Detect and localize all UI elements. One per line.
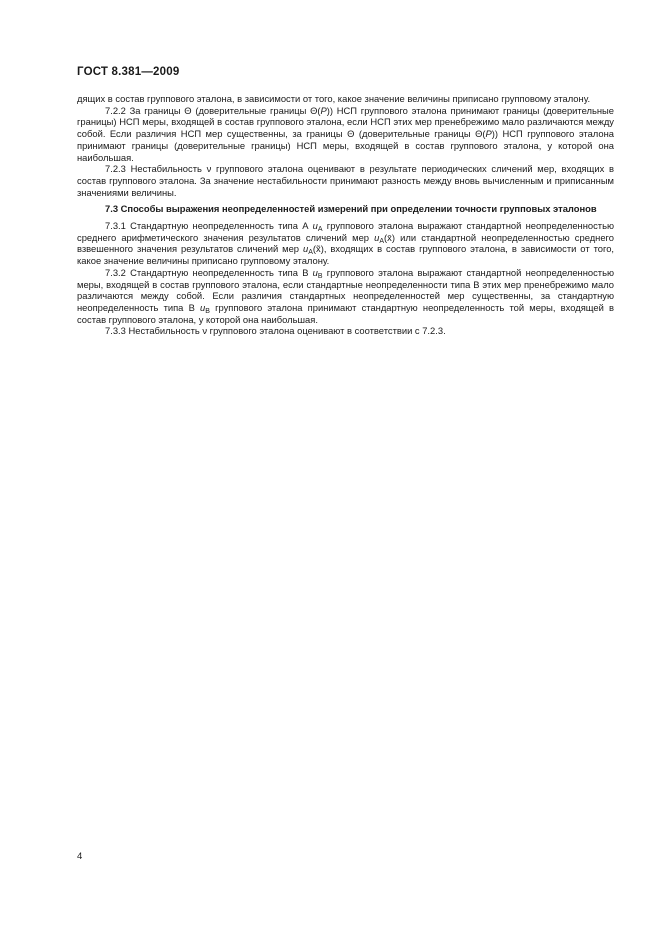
- text-run: 7.3.2 Стандартную неопределенность типа В: [105, 266, 313, 278]
- paragraph-7-2-3: 7.2.3 Нестабильность ν группового эталона оценивают в результате периодических сличений мер, входящих в состав группового эталона. За значение нестабильности принимают разность между вновь вычисленным и приписанным значениями величины.: [77, 163, 614, 198]
- paragraph-7-3-3: 7.3.3 Нестабильность ν группового эталона оценивают в соответствии с 7.2.3.: [105, 325, 446, 337]
- symbol-p: P: [485, 128, 492, 140]
- subscript-a: A: [308, 249, 313, 257]
- symbol-u: u: [312, 266, 318, 278]
- subscript-a: A: [317, 226, 323, 234]
- symbol-p: P: [320, 104, 327, 116]
- subscript-b: B: [317, 272, 323, 280]
- symbol-u: u: [312, 220, 318, 232]
- paragraph-continuation: дящих в состав группового эталона, в зависимости от того, какое значение величины приписано групповому эталону.: [77, 93, 591, 104]
- text-run: )) НСП группового эталона принимают границы (доверительные границы) НСП меры, входящей в состав группового эталона, если НСП этих мер пренебрежимо мало различаются между собой. Если различия НСП мер существенны, за границы Θ (доверительные границы Θ(: [77, 104, 614, 140]
- subscript-b: B: [205, 307, 210, 315]
- document-body: [77, 93, 614, 337]
- text-run: (x̄) или стандартной неопределенностью среднего взвешенного значения результатов сличений мер: [77, 231, 614, 255]
- paragraph-7-3-2: [77, 267, 614, 326]
- symbol-u: u: [374, 231, 380, 243]
- text-run: группового эталона выражают стандартной неопределенностью среднего арифметического значения результатов сличений мер: [77, 220, 614, 243]
- paragraph-7-3-1: [77, 220, 614, 267]
- text-run: группового эталона выражают стандартной неопределенностью меры, входящей в состав группового эталона, если стандартные неопределенности типа В этих мер пренебрежимо мало различаются между собой. Если различия стандартных неопределенностей мер существенны, за стандартную неопределенность типа В: [77, 266, 614, 313]
- symbol-u: u: [303, 243, 309, 255]
- text-run: группового эталона принимают стандартную неопределенность той меры, входящей в состав группового эталона, у которой она наибольшая.: [77, 301, 614, 325]
- subscript-a: A: [379, 237, 385, 245]
- text-run: )) НСП группового эталона принимают границы (доверительные границы) НСП меры, входящей в состав группового эталона, у которой она наибольшая.: [77, 128, 614, 163]
- page-number: 4: [77, 851, 83, 862]
- document-header: ГОСТ 8.381—2009: [77, 66, 180, 78]
- text-run: (x̃), входящих в состав группового эталона, в зависимости от того, какое значение величины приписано групповому эталону.: [77, 243, 615, 267]
- section-heading-7-3: 7.3 Способы выражения неопределенностей измерений при определении точности групповых эталонов: [105, 203, 597, 215]
- text-run: 7.3.1 Стандартную неопределенность типа А: [105, 220, 313, 232]
- text-run: 7.2.2 За границы Θ (доверительные границы Θ(: [105, 104, 321, 116]
- symbol-u: u: [200, 301, 206, 313]
- paragraph-7-2-2: [77, 105, 614, 164]
